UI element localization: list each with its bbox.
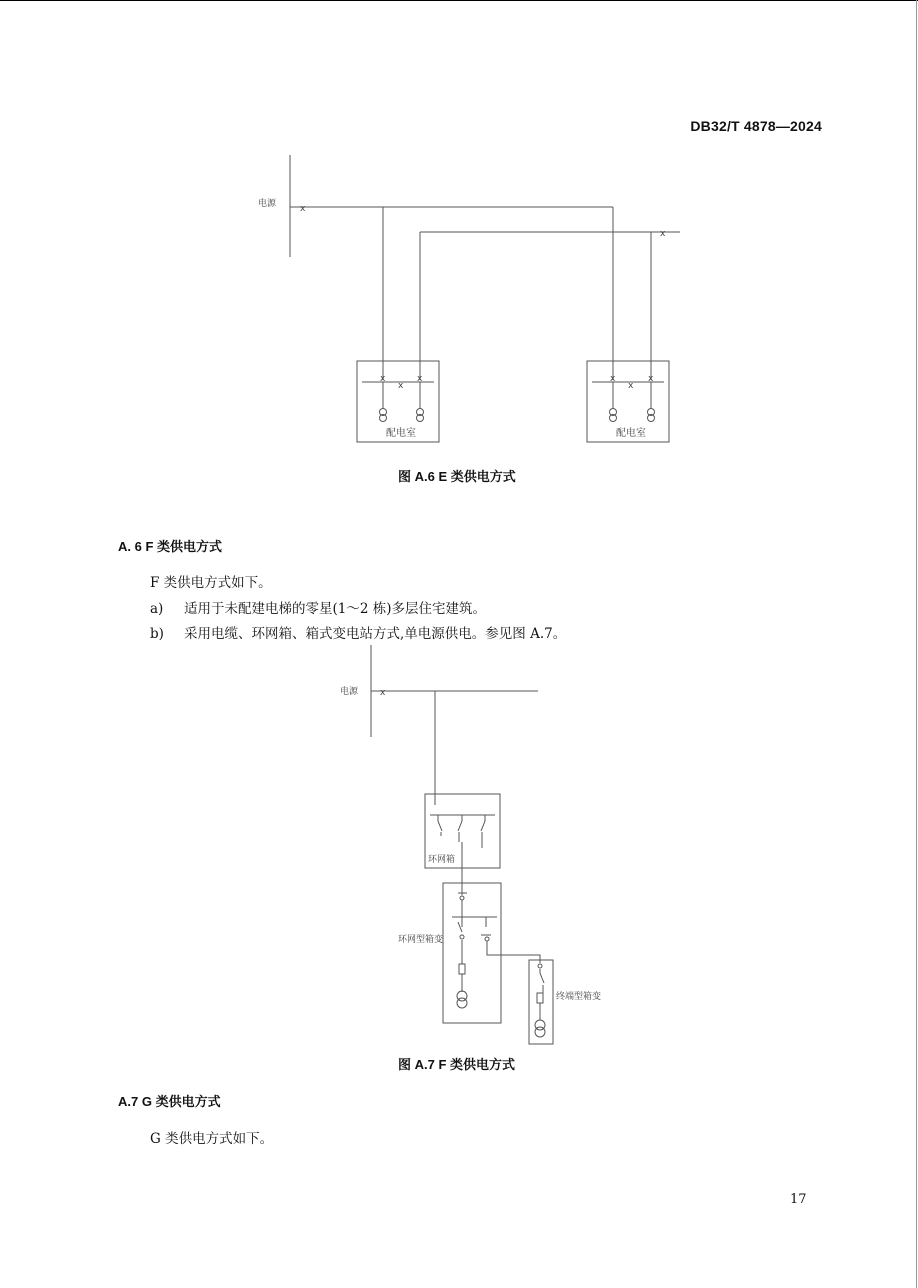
bus-tie-breaker-symbol: x [628, 381, 634, 391]
fuse-symbol [537, 993, 543, 1003]
section-a6-heading: A. 6 F 类供电方式 [118, 539, 223, 554]
figure-a7-caption: 图 A.7 F 类供电方式 [398, 1057, 516, 1072]
breaker-symbol: x [648, 374, 654, 384]
breaker-symbol: x [380, 374, 386, 384]
switch-symbol [458, 815, 462, 842]
section-a7-heading: A.7 G 类供电方式 [118, 1094, 221, 1109]
list-marker: b) [150, 626, 164, 642]
breaker-symbol: x [610, 374, 616, 384]
page-number: 17 [790, 1192, 807, 1207]
connector-node [460, 896, 464, 900]
list-text: 适用于未配建电梯的零星(1～2 栋)多层住宅建筑。 [184, 601, 487, 617]
switch-symbol [481, 815, 485, 848]
document-code: DB32/T 4878—2024 [690, 118, 822, 134]
breaker-symbol: x [300, 204, 306, 214]
terminal-box-substation-label: 终端型箱变 [556, 992, 602, 1002]
switch-symbol [438, 815, 442, 836]
power-source-label: 电源 [258, 199, 277, 209]
breaker-symbol: x [417, 374, 423, 384]
terminal-box-substation [529, 960, 553, 1044]
fuse-symbol [459, 964, 465, 974]
transformer-symbol [535, 1027, 545, 1037]
list-text: 采用电缆、环网箱、箱式变电站方式,单电源供电。参见图 A.7。 [184, 626, 567, 642]
connector-node [485, 937, 489, 941]
distribution-room-label: 配电室 [616, 428, 646, 439]
connector-node [538, 964, 542, 968]
ring-main-unit-label: 环网箱 [428, 855, 456, 865]
breaker-symbol: x [660, 229, 666, 239]
switch-symbol [458, 917, 462, 932]
list-marker: a) [150, 601, 164, 617]
connector-node [460, 935, 464, 939]
bus-tie-breaker-symbol: x [398, 381, 404, 391]
ring-box-substation [443, 883, 501, 1023]
ring-box-substation-label: 环网型箱变 [398, 935, 444, 945]
breaker-symbol: x [380, 688, 386, 698]
section-a7-intro: G 类供电方式如下。 [150, 1131, 274, 1147]
switch-symbol [540, 969, 544, 993]
transformer-symbol [457, 998, 467, 1008]
power-source-label: 电源 [340, 687, 359, 697]
distribution-room-label: 配电室 [386, 428, 416, 439]
figure-a6-caption: 图 A.6 E 类供电方式 [398, 469, 516, 484]
section-a6-intro: F 类供电方式如下。 [150, 575, 272, 591]
